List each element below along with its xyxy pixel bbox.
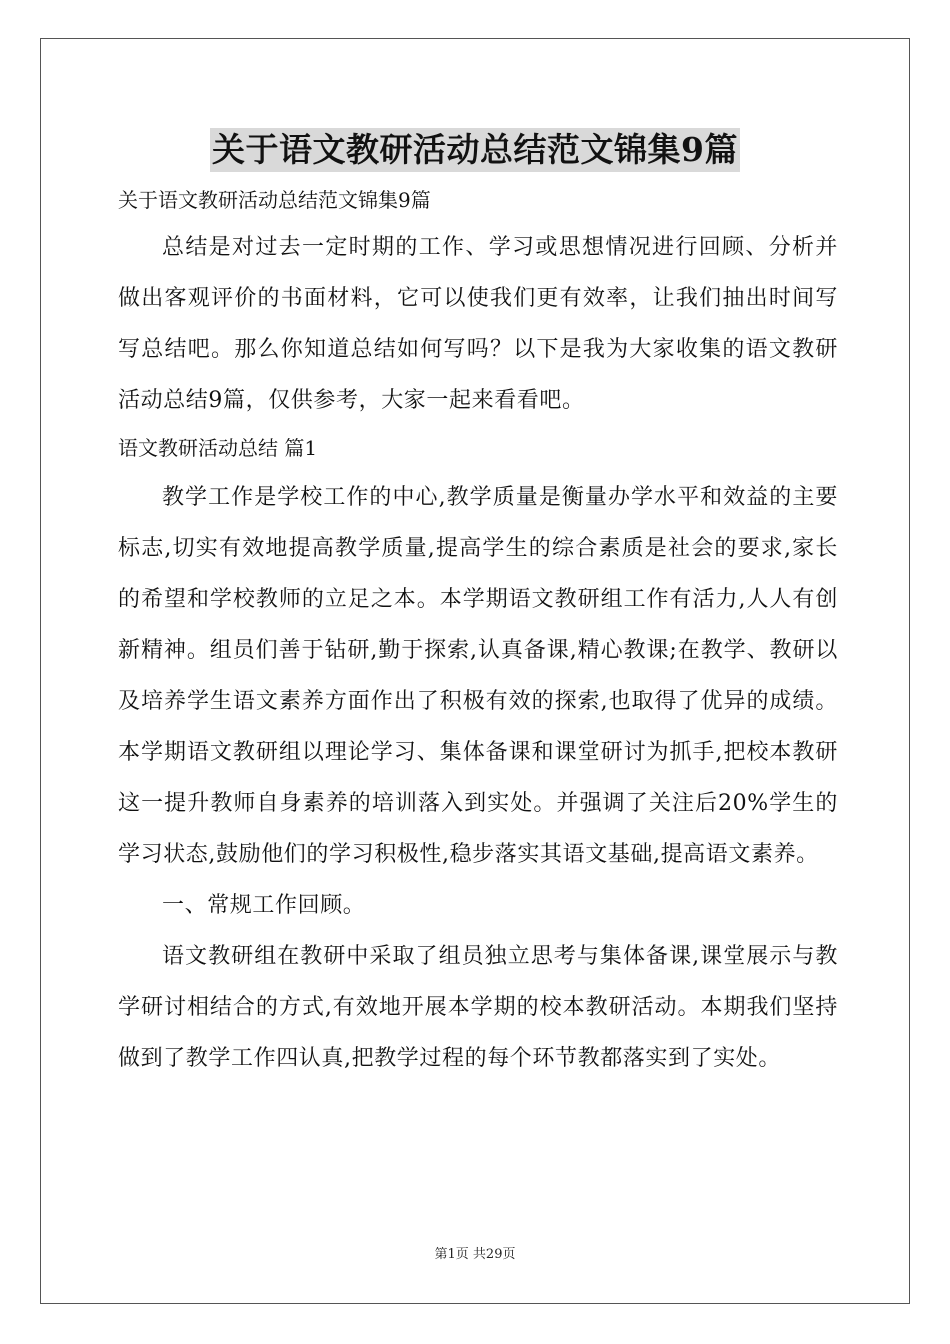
body-paragraph-2: 语文教研组在教研中采取了组员独立思考与集体备课,课堂展示与教学研讨相结合的方式,有效地开展本学期的校本教研活动。本期我们坚持做到了教学工作四认真,把教学过程的每个环节教都落实到了实处。 bbox=[118, 944, 838, 1071]
intro-paragraph: 总结是对过去一定时期的工作、学习或思想情况进行回顾、分析并做出客观评价的书面材料，它可以使我们更有效率，让我们抽出时间写写总结吧。那么你知道总结如何写吗？以下是我为大家收集的语文教研活动总结9篇，仅供参考，大家一起来看看吧。 bbox=[118, 235, 838, 413]
document-title: 关于语文教研活动总结范文锦集9篇 bbox=[210, 128, 740, 172]
subheading-routine-work: 一、常规工作回顾。 bbox=[162, 893, 366, 918]
section-heading: 语文教研活动总结 篇1 bbox=[118, 436, 318, 460]
page-footer: 第1页 共29页 bbox=[434, 1247, 516, 1262]
body-paragraph-1: 教学工作是学校工作的中心,教学质量是衡量办学水平和效益的主要标志,切实有效地提高教学质量,提高学生的综合素质是社会的要求,家长的希望和学校教师的立足之本。本学期语文教研组工作有活力,人人有创新精神。组员们善于钻研,勤于探索,认真备课,精心教课;在教学、教研以及培养学生语文素养方面作出了积极有效的探索,也取得了优异的成绩。本学期语文教研组以理论学习、集体备课和课堂研讨为抓手,把校本教研这一提升教师自身素养的培训落入到实处。并强调了关注后20%学生的学习状态,鼓励他们的学习积极性,稳步落实其语文基础,提高语文素养。 bbox=[118, 485, 838, 867]
document-body bbox=[118, 182, 838, 1084]
title-container bbox=[0, 128, 950, 172]
document-subtitle: 关于语文教研活动总结范文锦集9篇 bbox=[118, 188, 431, 212]
